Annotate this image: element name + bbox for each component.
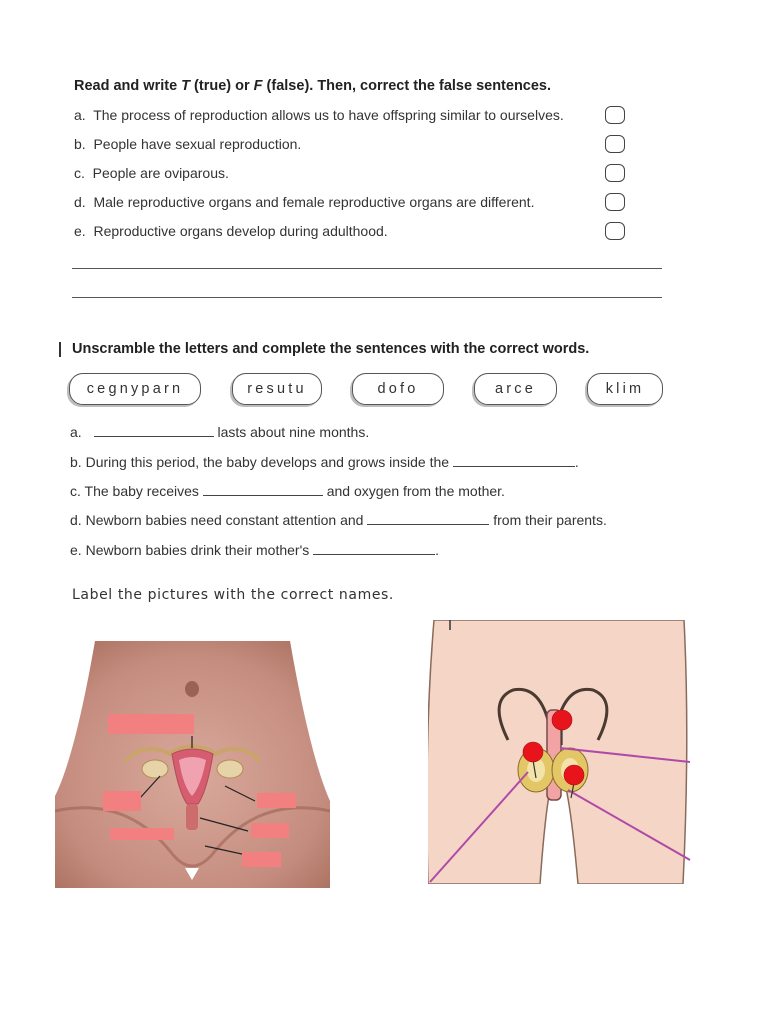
section2-instruction: Unscramble the letters and complete the sentences with the correct words. — [72, 341, 590, 357]
section3-instruction: Label the pictures with the correct names. — [72, 587, 394, 603]
correction-line-2[interactable] — [72, 297, 662, 298]
answer-blank-e[interactable] — [313, 543, 435, 555]
answer-blank-a[interactable] — [94, 425, 214, 437]
label-box-female-6[interactable] — [242, 852, 281, 867]
tf-checkbox-c[interactable] — [605, 164, 625, 182]
scrambled-word-2: resutu — [232, 373, 322, 405]
section-marker — [59, 342, 61, 357]
scrambled-word-4: arce — [474, 373, 557, 405]
statement-d: d. Male reproductive organs and female reproductive organs are different. — [74, 194, 535, 210]
pin-marker-1 — [552, 710, 572, 730]
pin-marker-2 — [523, 742, 543, 762]
section1-instruction: Read and write T (true) or F (false). Then, correct the false sentences. — [74, 78, 552, 94]
tf-checkbox-a[interactable] — [605, 106, 625, 124]
statement-b: b. People have sexual reproduction. — [74, 136, 302, 152]
sentence-e: e. Newborn babies drink their mother's . — [70, 542, 440, 558]
sentence-b: b. During this period, the baby develops and grows inside the . — [70, 454, 579, 470]
tf-checkbox-b[interactable] — [605, 135, 625, 153]
answer-blank-b[interactable] — [453, 455, 575, 467]
scrambled-word-1: cegnyparn — [69, 373, 201, 405]
scrambled-word-3: dofo — [352, 373, 444, 405]
pin-marker-3 — [564, 765, 584, 785]
sentence-a: a. lasts about nine months. — [70, 424, 370, 440]
label-box-female-5[interactable] — [251, 823, 289, 838]
answer-blank-c[interactable] — [203, 484, 323, 496]
sentence-c: c. The baby receives and oxygen from the mother. — [70, 483, 505, 499]
answer-blank-d[interactable] — [367, 513, 489, 525]
statement-a: a. The process of reproduction allows us to have offspring similar to ourselves. — [74, 107, 564, 123]
tf-checkbox-e[interactable] — [605, 222, 625, 240]
correction-line-1[interactable] — [72, 268, 662, 269]
label-box-female-2[interactable] — [103, 791, 141, 811]
label-box-female-4[interactable] — [110, 828, 174, 840]
label-box-female-1[interactable] — [108, 714, 194, 734]
statement-c: c. People are oviparous. — [74, 165, 229, 181]
statement-e: e. Reproductive organs develop during adulthood. — [74, 223, 388, 239]
male-reproductive-illustration — [428, 620, 692, 884]
female-reproductive-illustration — [55, 636, 330, 888]
sentence-d: d. Newborn babies need constant attention and from their parents. — [70, 512, 607, 528]
label-box-female-3[interactable] — [257, 793, 296, 808]
scrambled-word-5: klim — [587, 373, 663, 405]
tf-checkbox-d[interactable] — [605, 193, 625, 211]
